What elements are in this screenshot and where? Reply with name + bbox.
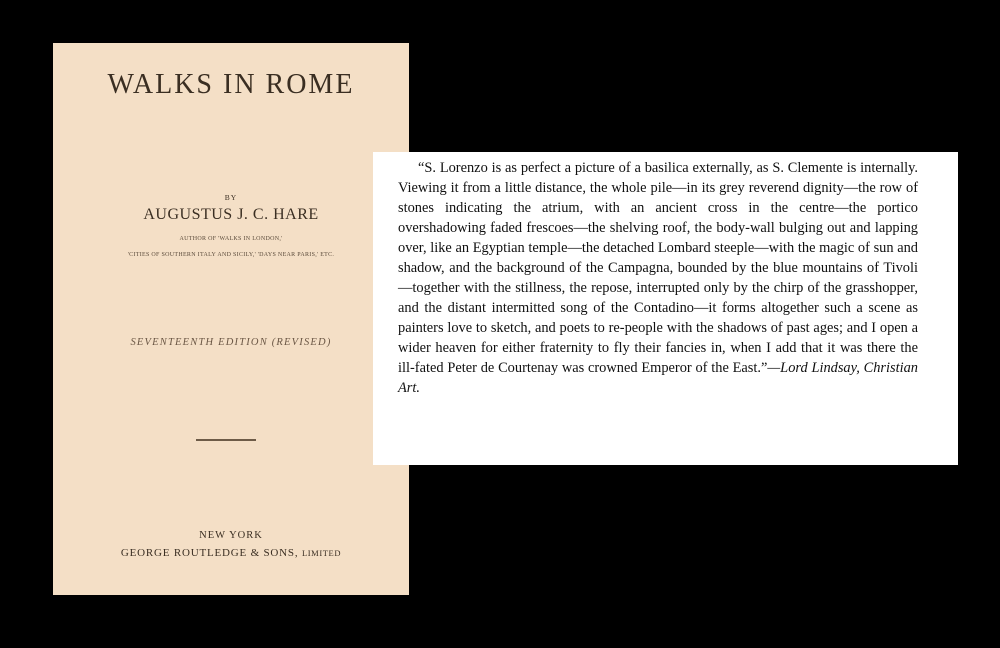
quote-page [373,152,958,465]
publisher-name [53,547,409,559]
publisher-suffix: LIMITED [301,548,342,558]
book-title: WALKS IN ROME [107,69,355,100]
quote-attribution: —Lord Lindsay, Christian Art. [398,360,918,396]
publisher-city: NEW YORK [199,530,263,541]
by-label: BY [224,193,238,202]
edition-label: SEVENTEENTH EDITION (REVISED) [130,337,332,348]
author-credits-line-2: 'CITIES OF SOUTHERN ITALY AND SICILY,' 'DAYS NEAR PARIS,' ETC. [127,252,335,258]
divider-rule [196,439,256,441]
quote-body: “S. Lorenzo is as perfect a picture of a basilica externally, as S. Clemente is internally. Viewing it from a little distance, the whole pile—in its grey reverend dignity—the row of stones indicating the atrium, with an ancient cross in the centre—the portico overshadowing faded frescoes—the shelving roof, the body-wall bulging out and lapping over, like an Egyptian temple—the detached Lombard steeple—with the magic of sun and shadow, and the background of the Campagna, bounded by the blue mountains of Tivoli—together with the stillness, the repose, interrupted only by the chirp of the grasshopper, and the distant intermitted song of the Contadino—it forms altogether such a scene as painters love to sketch, and poets to re-people with the shadows of past ages; and I open a wider heaven for either fraternity to fly their fancies in, when I add that it was there the ill-fated Peter de Courtenay was crowned Emperor of the East.” [398,160,918,376]
author-name: AUGUSTUS J. C. HARE [143,206,319,223]
title-page [53,43,409,595]
quote-paragraph [398,158,918,398]
publisher-main: GEORGE ROUTLEDGE & SONS, [120,547,299,559]
author-credits-line-1: AUTHOR OF 'WALKS IN LONDON,' [179,236,283,242]
